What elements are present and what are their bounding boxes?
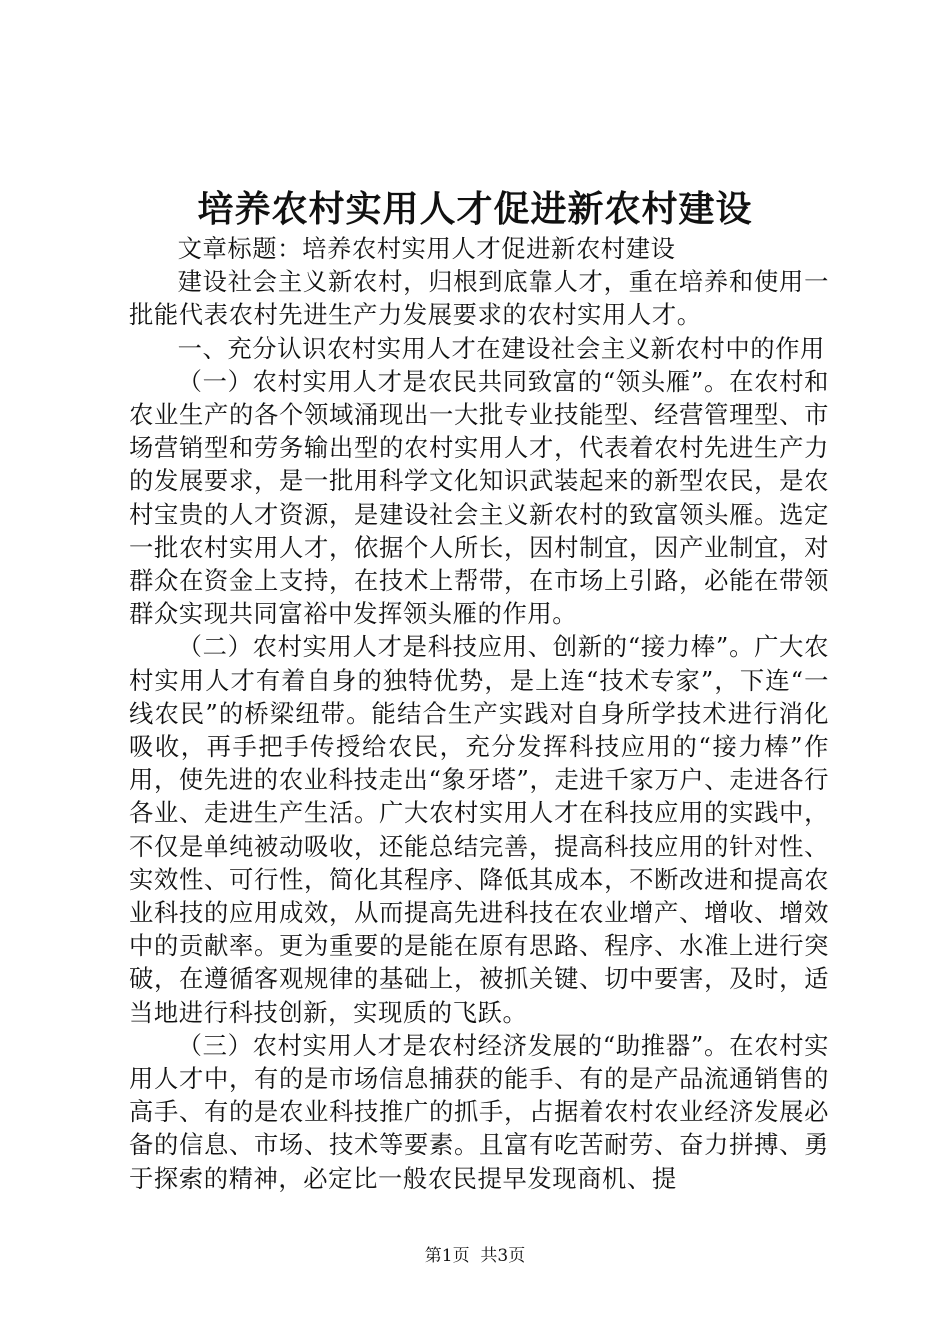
paragraph-subsection-1: （一）农村实用人才是农民共同致富的“领头雁”。在农村和农业生产的各个领域涌现出一大批专业技能型、经营管理型、市场营销型和劳务输出型的农村实用人才，代表着农村先进生产力的发展要求，是一批用科学文化知识武装起来的新型农民，是农村宝贵的人才资源，是建设社会主义新农村的致富领头雁。选定一批农村实用人才，依据个人所长，因村制宜，因产业制宜，对群众在资金上支持，在技术上帮带，在市场上引路，必能在带领群众实现共同富裕中发挥领头雁的作用。: [129, 366, 829, 629]
section-heading-1: 一、充分认识农村实用人才在建设社会主义新农村中的作用: [177, 333, 825, 363]
article-title-line: 文章标题：培养农村实用人才促进新农村建设: [177, 234, 676, 263]
paragraph-subsection-2: （二）农村实用人才是科技应用、创新的“接力棒”。广大农村实用人才有着自身的独特优势，是上连“技术专家”，下连“一线农民”的桥梁纽带。能结合生产实践对自身所学技术进行消化吸收，再手把手传授给农民，充分发挥科技应用的“接力棒”作用，使先进的农业科技走出“象牙塔”，走进千家万户、走进各行各业、走进生产生活。广大农村实用人才在科技应用的实践中，不仅是单纯被动吸收，还能总结完善，提高科技应用的针对性、实效性、可行性，简化其程序、降低其成本，不断改进和提高农业科技的应用成效，从而提高先进科技在农业增产、增收、增效中的贡献率。更为重要的是能在原有思路、程序、水准上进行突破，在遵循客观规律的基础上，被抓关键、切中要害，及时，适当地进行科技创新，实现质的飞跃。: [129, 632, 829, 1027]
document-title: 培养农村实用人才促进新农村建设: [197, 188, 753, 230]
page-footer: [0, 1244, 950, 1268]
document-body: [129, 232, 829, 1195]
intro-paragraph: 建设社会主义新农村，归根到底靠人才，重在培养和使用一批能代表农村先进生产力发展要求的农村实用人才。: [129, 267, 829, 330]
paragraph-subsection-3: （三）农村实用人才是农村经济发展的“助推器”。在农村实用人才中，有的是市场信息捕获的能手、有的是产品流通销售的高手、有的是农业科技推广的抓手，占据着农村农业经济发展必备的信息、市场、技术等要素。且富有吃苦耐劳、奋力拼搏、勇于探索的精神，必定比一般农民提早发现商机、提: [129, 1030, 829, 1193]
page-number: 第1页 共3页: [424, 1246, 526, 1266]
